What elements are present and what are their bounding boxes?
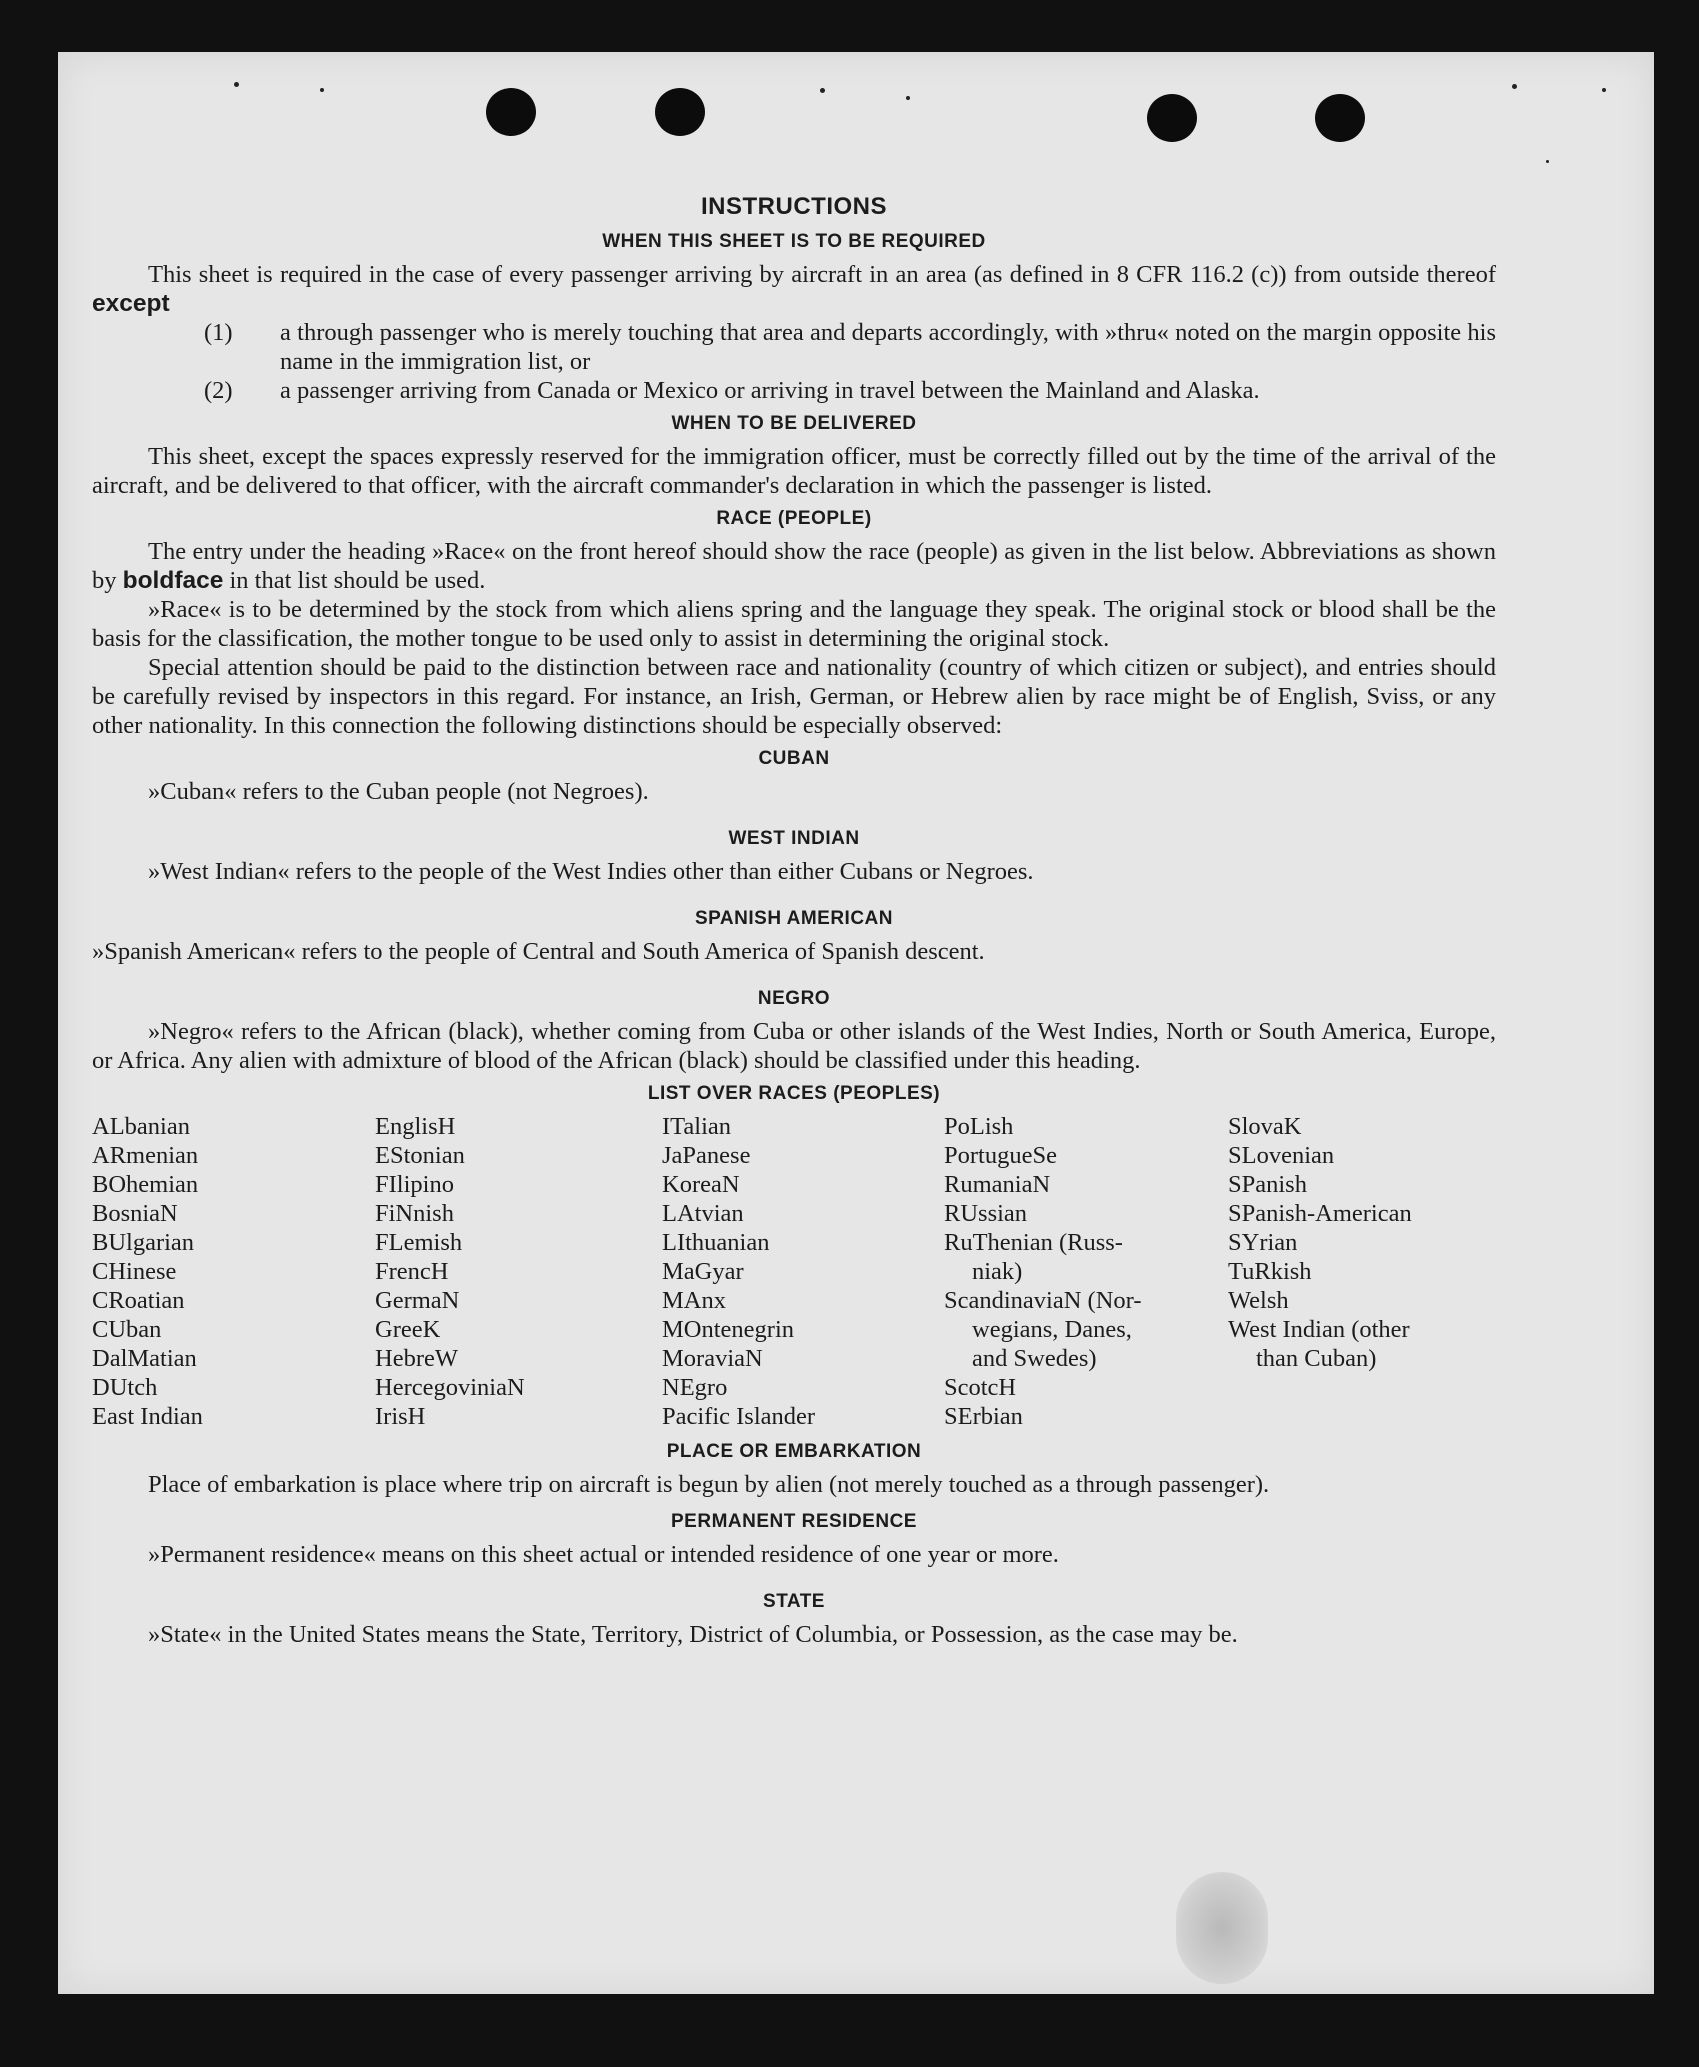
- race-entry: IrisH: [375, 1403, 426, 1430]
- paragraph-west-indian: »West Indian« refers to the people of the West Indies other than either Cubans or Negroes.: [148, 858, 1034, 885]
- speck: [820, 88, 825, 93]
- race-entry: SErbian: [944, 1403, 1023, 1430]
- race-column: [375, 1112, 662, 1431]
- document-sheet: [58, 52, 1654, 1994]
- race-entry: HercegoviniaN: [375, 1374, 525, 1401]
- race-entry: RuThenian (Russ-: [944, 1229, 1123, 1256]
- race-entry: CUban: [92, 1316, 162, 1343]
- speck: [1602, 88, 1606, 92]
- race-entry: SPanish: [1228, 1171, 1307, 1198]
- race-entry: BOhemian: [92, 1171, 199, 1198]
- exception-item: [92, 318, 1496, 376]
- race-entry: NEgro: [662, 1374, 728, 1401]
- race-entry: FLemish: [375, 1229, 463, 1256]
- race-entry: RumaniaN: [944, 1171, 1051, 1198]
- race-entry: ScandinaviaN (Nor-: [944, 1287, 1142, 1314]
- heading-race-list: LIST OVER RACES (PEOPLES): [647, 1083, 941, 1104]
- paragraph-state: »State« in the United States means the State, Territory, District of Columbia, or Possession, as the case may be.: [148, 1621, 1238, 1648]
- paragraph-cuban: »Cuban« refers to the Cuban people (not Negroes).: [148, 778, 649, 805]
- heading-embarkation: PLACE OR EMBARKATION: [666, 1441, 922, 1462]
- race-entry: TuRkish: [1228, 1258, 1312, 1285]
- race-entry: MaGyar: [662, 1258, 744, 1285]
- paragraph-race-entry: [92, 537, 1496, 595]
- race-entry: ALbanian: [92, 1113, 190, 1140]
- race-entry: BUlgarian: [92, 1229, 195, 1256]
- race-entry: SYrian: [1228, 1229, 1298, 1256]
- race-entry: GreeK: [375, 1316, 441, 1343]
- race-entry: LAtvian: [662, 1200, 744, 1227]
- race-entry: CRoatian: [92, 1287, 185, 1314]
- race-entry: SPanish-American: [1228, 1200, 1412, 1227]
- except-emphasis: except: [92, 290, 170, 317]
- race-entry-continued: niak): [972, 1258, 1023, 1285]
- boldface-emphasis: boldface: [122, 567, 224, 594]
- instructions-body: [92, 192, 1496, 1649]
- paragraph-negro: »Negro« refers to the African (black), whether coming from Cuba or other islands of the West Indies, North or South America, Europe, or Africa. Any alien with admixture of blood of the African (black) should be classified under this heading.: [92, 1018, 1496, 1074]
- race-column: [1228, 1112, 1488, 1431]
- race-entry: KoreaN: [662, 1171, 740, 1198]
- race-column: [662, 1112, 944, 1431]
- heading-when-delivered: WHEN TO BE DELIVERED: [671, 413, 917, 434]
- faded-stamp: [1176, 1872, 1268, 1984]
- race-text: in that list should be used.: [223, 567, 486, 594]
- race-entry-continued: wegians, Danes,: [972, 1316, 1132, 1343]
- speck: [906, 96, 910, 100]
- race-entry: CHinese: [92, 1258, 177, 1285]
- exception-number: (1): [204, 319, 233, 346]
- race-column: [92, 1112, 375, 1431]
- heading-negro: NEGRO: [757, 988, 831, 1009]
- race-entry: BosniaN: [92, 1200, 178, 1227]
- paragraph-when-delivered: This sheet, except the spaces expressly reserved for the immigration officer, must be correctly filled out by the time of the arrival of the aircraft, and be delivered to that officer, with the aircraft commander's declaration in which the passenger is listed.: [92, 443, 1496, 499]
- race-entry-continued: and Swedes): [972, 1345, 1097, 1372]
- heading-when-required: WHEN THIS SHEET IS TO BE REQUIRED: [602, 231, 986, 252]
- race-entry: ITalian: [662, 1113, 732, 1140]
- race-entry: SLovenian: [1228, 1142, 1335, 1169]
- race-entry: ScotcH: [944, 1374, 1017, 1401]
- race-entry: Welsh: [1228, 1287, 1289, 1314]
- race-entry: PoLish: [944, 1113, 1014, 1140]
- heading-permanent-residence: PERMANENT RESIDENCE: [671, 1511, 917, 1532]
- paragraph-permanent-residence: »Permanent residence« means on this sheet actual or intended residence of one year or more.: [148, 1541, 1059, 1568]
- heading-race: RACE (PEOPLE): [716, 508, 872, 529]
- race-text: The entry under the heading »Race« on the front hereof should show the race (people) as given in the list below. Abbreviations as shown by: [92, 538, 1496, 594]
- race-entry: HebreW: [375, 1345, 458, 1372]
- race-entry: MOntenegrin: [662, 1316, 794, 1343]
- paragraph-when-required: [92, 260, 1496, 318]
- race-entry: West Indian (other: [1228, 1316, 1410, 1343]
- race-entry: ARmenian: [92, 1142, 199, 1169]
- exception-text: a through passenger who is merely touching that area and departs accordingly, with »thru« noted on the margin opposite his name in the immigration list, or: [280, 319, 1496, 375]
- exception-number: (2): [204, 377, 233, 404]
- paragraph-spanish-american: »Spanish American« refers to the people of Central and South America of Spanish descent.: [92, 938, 985, 965]
- race-entry: FiNnish: [375, 1200, 454, 1227]
- heading-spanish-american: SPANISH AMERICAN: [694, 908, 893, 929]
- race-entry: MoraviaN: [662, 1345, 763, 1372]
- paragraph-race-stock: »Race« is to be determined by the stock from which aliens spring and the language they speak. The original stock or blood shall be the basis for the classification, the mother tongue to be used only to assist in determining the original stock.: [92, 596, 1496, 652]
- heading-state: STATE: [763, 1591, 825, 1612]
- race-entry: LIthuanian: [662, 1229, 770, 1256]
- punch-hole: [1147, 94, 1197, 142]
- race-entry: East Indian: [92, 1403, 203, 1430]
- race-entry: FrencH: [375, 1258, 449, 1285]
- race-entry: FIlipino: [375, 1171, 454, 1198]
- race-list: [92, 1112, 1496, 1431]
- race-entry: MAnx: [662, 1287, 726, 1314]
- heading-cuban: CUBAN: [758, 748, 830, 769]
- speck: [234, 82, 239, 87]
- race-entry: EnglisH: [375, 1113, 456, 1140]
- race-column: [944, 1112, 1228, 1431]
- paragraph-race-nationality: Special attention should be paid to the distinction between race and nationality (country of which citizen or subject), and entries should be carefully revised by inspectors in this regard. For instance, an Irish, German, or Hebrew alien by race might be of English, Sviss, or any other nationality. In this connection the following distinctions should be especially observed:: [92, 654, 1496, 739]
- race-entry-continued: than Cuban): [1256, 1345, 1377, 1372]
- speck: [1512, 84, 1517, 89]
- race-entry: PortugueSe: [944, 1142, 1057, 1169]
- punch-hole: [1315, 94, 1365, 142]
- when-required-text: This sheet is required in the case of every passenger arriving by aircraft in an area (as defined in 8 CFR 116.2 (c)) from outside thereof: [148, 261, 1496, 288]
- race-entry: GermaN: [375, 1287, 460, 1314]
- speck: [320, 88, 324, 92]
- race-entry: SlovaK: [1228, 1113, 1302, 1140]
- race-entry: JaPanese: [662, 1142, 751, 1169]
- race-entry: RUssian: [944, 1200, 1028, 1227]
- race-entry: Pacific Islander: [662, 1403, 816, 1430]
- race-entry: DUtch: [92, 1374, 158, 1401]
- race-entry: DalMatian: [92, 1345, 197, 1372]
- race-entry: EStonian: [375, 1142, 465, 1169]
- exception-item: [92, 376, 1496, 405]
- punch-hole: [486, 88, 536, 136]
- paragraph-embarkation: Place of embarkation is place where trip on aircraft is begun by alien (not merely touched as a through passenger).: [148, 1471, 1270, 1498]
- punch-hole: [655, 88, 705, 136]
- speck: [1546, 160, 1549, 163]
- exception-text: a passenger arriving from Canada or Mexico or arriving in travel between the Mainland and Alaska.: [280, 377, 1260, 404]
- page-title: INSTRUCTIONS: [701, 193, 887, 220]
- heading-west-indian: WEST INDIAN: [728, 828, 860, 849]
